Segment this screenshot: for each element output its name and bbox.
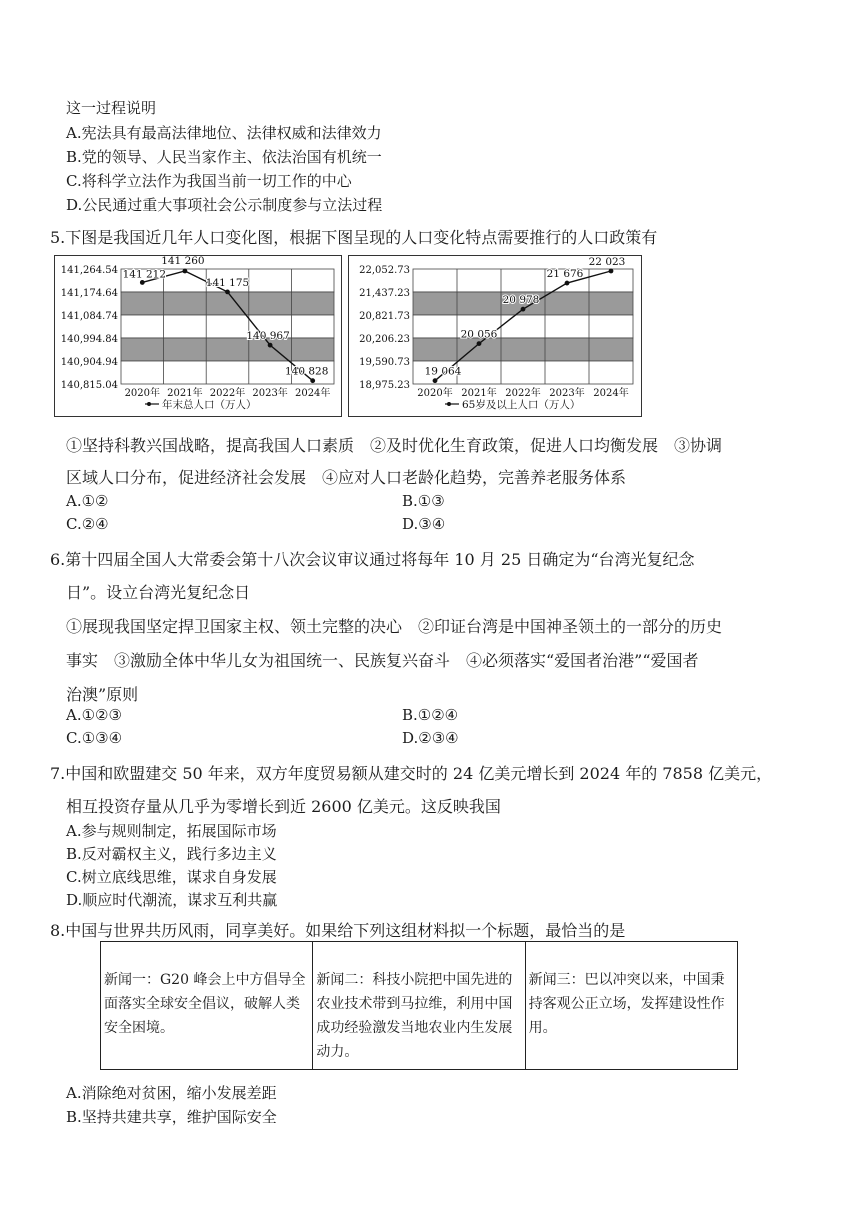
- q5-option-c: C.②④: [66, 515, 109, 533]
- data-label: 19 064: [424, 365, 462, 378]
- x-tick-label: 2024年: [593, 388, 629, 399]
- news-cell-2: 新闻二：科技小院把中国先进的农业技术带到马拉维，利用中国成功经验激发当地农业内生发展动力。: [313, 942, 525, 1070]
- data-point: [477, 341, 482, 346]
- q7-stem-line2: 相互投资存量从几乎为零增长到近 2600 亿美元。这反映我国: [66, 797, 501, 816]
- data-point: [140, 280, 145, 285]
- population-chart-svg: [55, 256, 341, 416]
- q4-option-b: B.党的领导、人民当家作主、依法治国有机统一: [66, 148, 382, 166]
- x-tick-label: 2022年: [505, 388, 541, 399]
- grid-band: [413, 315, 633, 338]
- x-tick-label: 2022年: [209, 388, 246, 399]
- q7-option-d: D.顺应时代潮流，谋求互利共赢: [66, 891, 278, 909]
- q7-option-c: C.树立底线思维，谋求自身发展: [66, 868, 277, 886]
- x-tick-label: 2023年: [549, 388, 585, 399]
- y-tick-label: 140,815.04: [60, 380, 118, 391]
- q5-items-line2: 区域人口分布，促进经济社会发展 ④应对人口老龄化趋势，完善养老服务体系: [66, 468, 627, 487]
- y-tick-label: 21,437.23: [359, 288, 410, 299]
- legend-label: 年末总人口（万人）: [162, 399, 257, 411]
- q6-option-d: D.②③④: [402, 729, 459, 747]
- data-label: 20 978: [502, 294, 540, 307]
- q5-items-line1: ①坚持科教兴国战略，提高我国人口素质 ②及时优化生育政策，促进人口均衡发展 ③协调: [66, 436, 723, 455]
- q5-option-b: B.①③: [402, 492, 445, 510]
- q5-option-a: A.①②: [66, 492, 109, 510]
- x-tick-label: 2020年: [124, 388, 161, 399]
- q6-option-a: A.①②③: [66, 706, 122, 724]
- grid-band: [121, 338, 334, 361]
- data-point: [310, 378, 315, 383]
- q6-stem-line2: 日”。设立台湾光复纪念日: [66, 583, 251, 602]
- x-tick-label: 2023年: [252, 388, 288, 399]
- y-tick-label: 22,052.73: [359, 265, 410, 276]
- legend-marker: [447, 402, 451, 406]
- q7-stem-line1: 7.中国和欧盟建交 50 年来，双方年度贸易额从建交时的 24 亿美元增长到 2024 年的 7858 亿美元，: [50, 764, 773, 783]
- news-material-table: [100, 941, 738, 1070]
- x-tick-label: 2024年: [294, 388, 331, 399]
- data-label: 140 967: [246, 330, 290, 343]
- q4-option-d: D.公民通过重大事项社会公示制度参与立法过程: [66, 196, 383, 214]
- q4-option-a: A.宪法具有最高法律地位、法律权威和法律效力: [66, 124, 382, 142]
- data-point: [521, 307, 526, 312]
- q6-option-b: B.①②④: [402, 706, 459, 724]
- data-label: 141 175: [205, 276, 250, 289]
- q6-items-line1: ①展现我国坚定捍卫国家主权、领土完整的决心 ②印证台湾是中国神圣领土的一部分的历史: [66, 617, 723, 636]
- data-point: [565, 281, 570, 286]
- x-tick-label: 2020年: [417, 388, 453, 399]
- news-cell-1: 新闻一：G20 峰会上中方倡导全面落实全球安全倡议，破解人类安全困境。: [101, 942, 313, 1070]
- elderly-population-chart-svg: [349, 256, 641, 416]
- q6-items-line3: 治澳”原则: [66, 685, 139, 704]
- data-label: 22 023: [588, 256, 626, 268]
- data-point: [183, 269, 188, 274]
- data-point: [225, 290, 230, 295]
- q5-stem: 5.下图是我国近几年人口变化图，根据下图呈现的人口变化特点需要推行的人口政策有: [50, 228, 658, 247]
- news-cell-3: 新闻三：巴以冲突以来，中国秉持客观公正立场，发挥建设性作用。: [525, 942, 737, 1070]
- grid-band: [413, 338, 633, 361]
- q6-items-line2: 事实 ③激励全体中华儿女为祖国统一、民族复兴奋斗 ④必须落实“爱国者治港”“爱国者: [66, 651, 699, 670]
- data-label: 21 676: [546, 268, 584, 281]
- y-tick-label: 141,084.74: [60, 311, 118, 322]
- legend-marker: [147, 402, 151, 406]
- y-tick-label: 19,590.73: [359, 357, 410, 368]
- y-tick-label: 140,904.94: [60, 357, 118, 368]
- q4-option-c: C.将科学立法作为我国当前一切工作的中心: [66, 172, 352, 190]
- q4-stem-tail: 这一过程说明: [66, 99, 157, 117]
- q6-option-c: C.①③④: [66, 729, 123, 747]
- legend-label: 65岁及以上人口（万人）: [462, 399, 581, 411]
- y-tick-label: 18,975.23: [359, 380, 410, 391]
- data-label: 140 828: [284, 365, 329, 378]
- data-point: [433, 378, 438, 383]
- x-tick-label: 2021年: [167, 388, 203, 399]
- grid-band: [121, 315, 334, 338]
- y-tick-label: 141,174.64: [60, 288, 118, 299]
- grid-band: [413, 269, 633, 292]
- y-tick-label: 140,994.84: [60, 334, 118, 345]
- q8-option-b: B.坚持共建共享，维护国际安全: [66, 1108, 277, 1126]
- y-tick-label: 20,206.23: [359, 334, 410, 345]
- grid-band: [121, 292, 334, 315]
- q7-option-b: B.反对霸权主义，践行多边主义: [66, 845, 277, 863]
- elderly-population-chart: [348, 255, 642, 417]
- q6-stem-line1: 6.第十四届全国人大常委会第十八次会议审议通过将每年 10 月 25 日确定为“台湾光复纪念: [50, 550, 695, 569]
- data-point: [609, 269, 614, 274]
- y-tick-label: 20,821.73: [359, 311, 410, 322]
- data-label: 141 212: [122, 268, 167, 281]
- q7-option-a: A.参与规则制定，拓展国际市场: [66, 822, 277, 840]
- data-label: 141 260: [161, 256, 205, 267]
- x-tick-label: 2021年: [461, 388, 497, 399]
- data-point: [268, 343, 273, 348]
- q8-option-a: A.消除绝对贫困，缩小发展差距: [66, 1084, 277, 1102]
- data-label: 20 056: [460, 328, 498, 341]
- q8-stem: 8.中国与世界共历风雨，同享美好。如果给下列这组材料拟一个标题，最恰当的是: [50, 921, 626, 940]
- population-chart: [54, 255, 342, 417]
- q5-option-d: D.③④: [402, 515, 446, 533]
- y-tick-label: 141,264.54: [60, 265, 118, 276]
